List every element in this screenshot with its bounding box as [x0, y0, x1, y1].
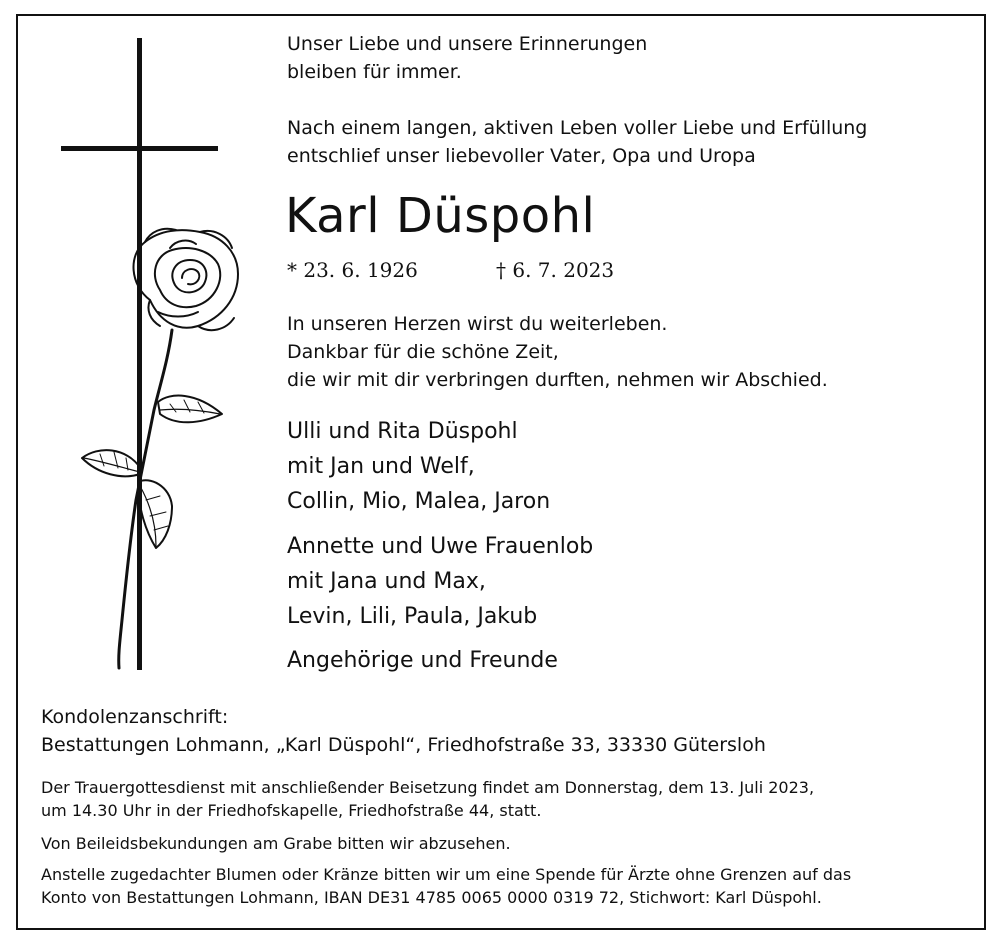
condolence-address-line: Bestattungen Lohmann, „Karl Düspohl“, Friedhofstraße 33, 33330 Gütersloh: [41, 734, 766, 756]
intro-line-2: bleiben für immer.: [287, 61, 462, 83]
donation-line-2: Konto von Bestattungen Lohmann, IBAN DE31 4785 0065 0000 0319 72, Stichwort: Karl Düspohl.: [41, 888, 822, 907]
service-line-1: Der Trauergottesdienst mit anschließender Beisetzung findet am Donnerstag, dem 13. Juli 2023,: [41, 778, 815, 797]
mourner-line: Levin, Lili, Paula, Jakub: [287, 604, 538, 629]
mourner-group-1: [287, 414, 550, 519]
birth-date: * 23. 6. 1926: [287, 258, 418, 282]
cross-icon: [61, 38, 218, 670]
mourner-line: Ulli und Rita Düspohl: [287, 419, 518, 444]
death-date: † 6. 7. 2023: [496, 258, 615, 282]
condolence-note: Von Beileidsbekundungen am Grabe bitten wir abzusehen.: [41, 834, 511, 853]
announcement-line-2: entschlief unser liebevoller Vater, Opa und Uropa: [287, 145, 756, 167]
verse-line-3: die wir mit dir verbringen durften, nehmen wir Abschied.: [287, 369, 828, 391]
service-info: [41, 776, 814, 822]
verse-line-2: Dankbar für die schöne Zeit,: [287, 341, 559, 363]
mourner-group-3: [287, 643, 558, 678]
deceased-name: Karl Düspohl: [285, 188, 596, 244]
memorial-artwork: [0, 0, 260, 700]
service-line-2: um 14.30 Uhr in der Friedhofskapelle, Friedhofstraße 44, statt.: [41, 801, 542, 820]
mourner-line: Annette und Uwe Frauenlob: [287, 534, 594, 559]
rose-illustration: [82, 229, 238, 668]
announcement-line-1: Nach einem langen, aktiven Leben voller Liebe und Erfüllung: [287, 117, 868, 139]
mourner-line: mit Jana und Max,: [287, 569, 486, 594]
intro-line-1: Unser Liebe und unsere Erinnerungen: [287, 33, 648, 55]
donation-line-1: Anstelle zugedachter Blumen oder Kränze bitten wir um eine Spende für Ärzte ohne Grenzen auf das: [41, 865, 852, 884]
verse-text: [287, 310, 828, 394]
condolence-address: [41, 703, 766, 759]
donation-info: [41, 863, 851, 909]
announcement-text: [287, 114, 867, 170]
verse-line-1: In unseren Herzen wirst du weiterleben.: [287, 313, 668, 335]
mourner-group-2: [287, 529, 593, 634]
mourner-line: Angehörige und Freunde: [287, 648, 558, 673]
mourner-line: Collin, Mio, Malea, Jaron: [287, 489, 551, 514]
condolence-label: Kondolenzanschrift:: [41, 706, 229, 728]
intro-text: [287, 30, 647, 86]
mourner-line: mit Jan und Welf,: [287, 454, 475, 479]
